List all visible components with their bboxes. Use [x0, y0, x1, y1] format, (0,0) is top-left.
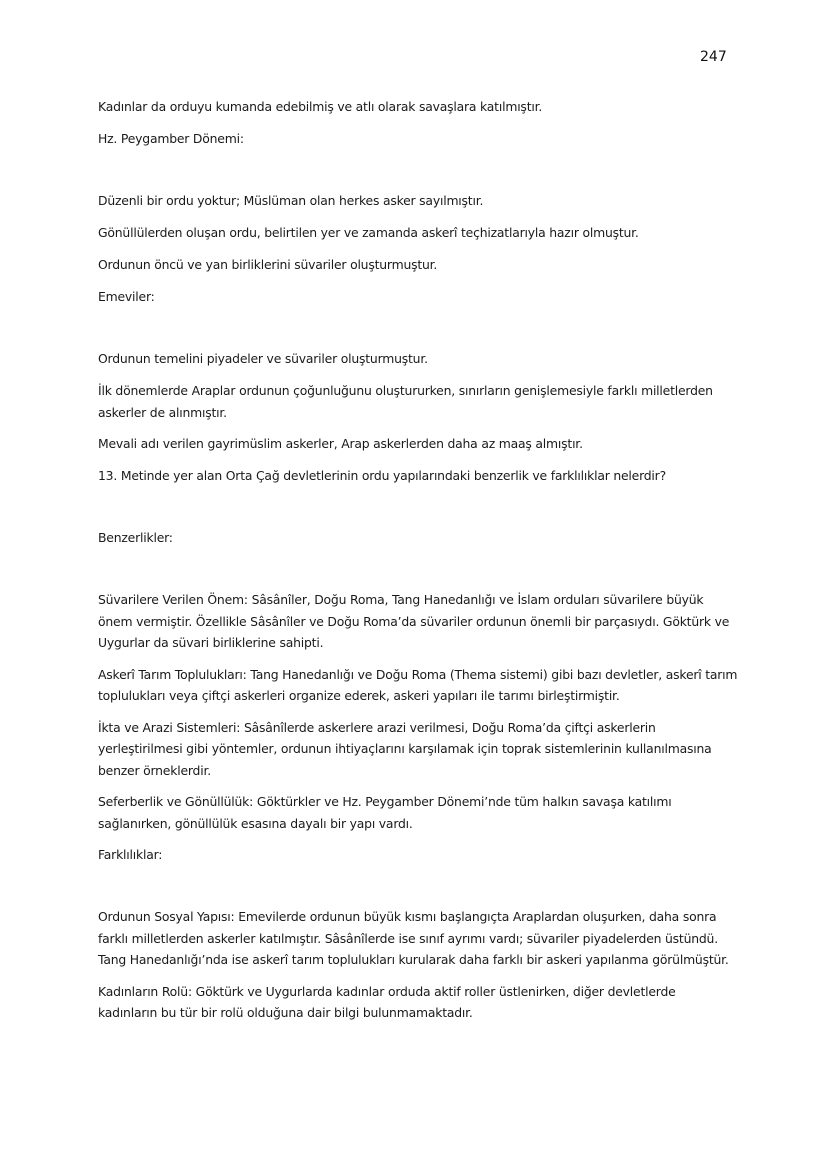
paragraph-no-regular-army: Düzenli bir ordu yoktur; Müslüman olan herkes asker sayılmıştır.	[98, 193, 484, 208]
heading-prophet-era: Hz. Peygamber Dönemi:	[98, 131, 244, 146]
paragraph-cavalry-vanguard: Ordunun öncü ve yan birliklerini süvariler oluşturmuştur.	[98, 257, 438, 272]
paragraph-social-structure: Ordunun Sosyal Yapısı: Emevilerde ordunun büyük kısmı başlangıçta Araplardan oluşurken, daha sonra farklı milletlerden askerler katılmıştır. Sâsânîlerde ise sınıf ayrımı vardı; süvariler piyadelerden üstündü. Tang Hanedanlığı’nda ise askerî tarım toplulukları kurularak daha farklı bir askeri yapılanma görülmüştür.	[98, 909, 729, 967]
page-number: 247	[700, 49, 727, 65]
paragraph-infantry-cavalry: Ordunun temelini piyadeler ve süvariler oluşturmuştur.	[98, 351, 428, 366]
document-body	[98, 96, 738, 1034]
paragraph-military-agriculture: Askerî Tarım Toplulukları: Tang Hanedanlığı ve Doğu Roma (Thema sistemi) gibi bazı devletler, askerî tarım toplulukları veya çiftçi askerleri organize ederek, askeri yapıları ile tarımı birleştirmiştir.	[98, 666, 738, 703]
question-13: 13. Metinde yer alan Orta Çağ devletlerinin ordu yapılarındaki benzerlik ve farklılıklar nelerdir?	[98, 468, 666, 483]
paragraph-cavalry-importance: Süvarilere Verilen Önem: Sâsânîler, Doğu Roma, Tang Hanedanlığı ve İslam orduları süvarilere büyük önem vermiştir. Özellikle Sâsânîler ve Doğu Roma’da süvariler ordunun önemli bir parçasıydı. Göktürk ve Uygurlar da süvari birliklerine sahipti.	[98, 592, 730, 650]
paragraph-women-role: Kadınların Rolü: Göktürk ve Uygurlarda kadınlar orduda aktif roller üstlenirken, diğer devletlerde kadınların bu tür bir rolü olduğuna dair bilgi bulunmamaktadır.	[98, 983, 676, 1020]
paragraph-women-army: Kadınlar da orduyu kumanda edebilmiş ve atlı olarak savaşlara katılmıştır.	[98, 99, 543, 114]
heading-umayyads: Emeviler:	[98, 289, 155, 304]
paragraph-volunteers: Gönüllülerden oluşan ordu, belirtilen yer ve zamanda askerî teçhizatlarıyla hazır olmuştur.	[98, 225, 639, 240]
paragraph-mawali: Mevali adı verilen gayrimüslim askerler, Arap askerlerden daha az maaş almıştır.	[98, 436, 583, 451]
paragraph-iqta-land: İkta ve Arazi Sistemleri: Sâsânîlerde askerlere arazi verilmesi, Doğu Roma’da çiftçi askerlerin yerleştirilmesi gibi yöntemler, ordunun ihtiyaçlarını karşılamak için toprak sistemlerinin kullanılmasına benzer örneklerdir.	[98, 719, 712, 778]
paragraph-mobilization: Seferberlik ve Gönüllülük: Göktürkler ve Hz. Peygamber Dönemi’nde tüm halkın savaşa katılımı sağlanırken, gönüllülük esasına dayalı bir yapı vardı.	[98, 794, 672, 831]
heading-similarities: Benzerlikler:	[98, 530, 173, 545]
paragraph-arabs-majority: İlk dönemlerde Araplar ordunun çoğunluğunu oluştururken, sınırların genişlemesiyle farklı milletlerden askerler de alınmıştır.	[98, 383, 713, 420]
heading-differences: Farklılıklar:	[98, 847, 163, 862]
